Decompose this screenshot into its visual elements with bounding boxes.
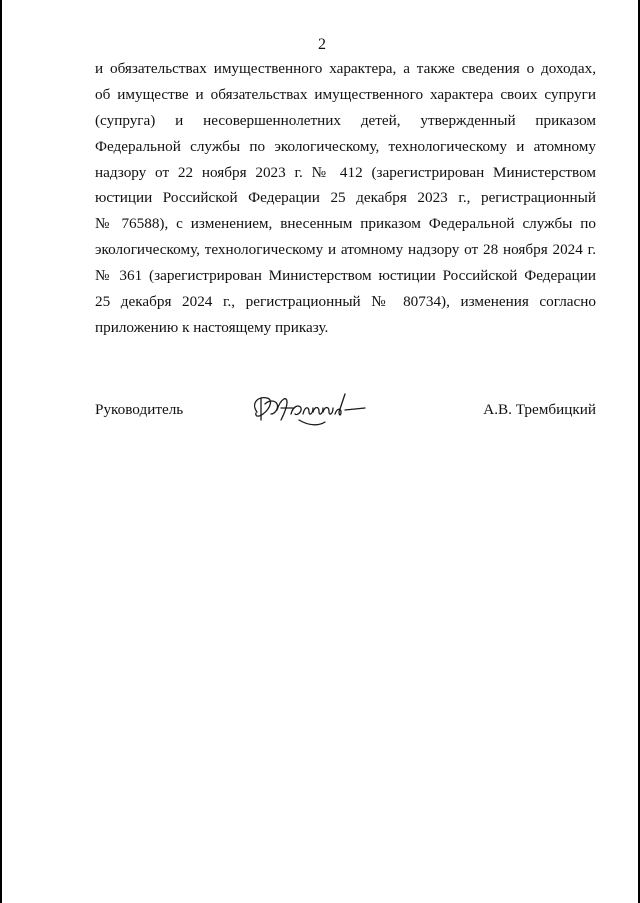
page-number: 2 bbox=[318, 36, 326, 53]
text-line: приложению к настоящему приказу. bbox=[95, 318, 329, 336]
text-line: об имуществе и обязательствах имущественного характера своих супруги bbox=[95, 85, 596, 103]
signer-name: А.В. Трембицкий bbox=[483, 401, 596, 418]
text-line: экологическому, технологическому и атомному надзору от 28 ноября 2024 г. bbox=[95, 241, 596, 259]
text-line: 25 декабря 2024 г., регистрационный № 80734), изменения согласно bbox=[95, 293, 596, 311]
signer-title: Руководитель bbox=[95, 401, 184, 418]
text-line: (супруга) и несовершеннолетних детей, утвержденный приказом bbox=[95, 111, 596, 129]
text-line: № 76588), с изменением, внесенным приказом Федеральной службы по bbox=[95, 215, 596, 233]
text-line: Федеральной службы по экологическому, технологическому и атомному bbox=[95, 137, 596, 155]
handwritten-signature bbox=[247, 390, 367, 432]
text-line: надзору от 22 ноября 2023 г. № 412 (зарегистрирован Министерством bbox=[95, 163, 596, 181]
body-paragraph bbox=[95, 56, 596, 341]
text-line: № 361 (зарегистрирован Министерством юстиции Российской Федерации bbox=[95, 267, 596, 285]
text-line: юстиции Российской Федерации 25 декабря 2023 г., регистрационный bbox=[95, 189, 596, 207]
signature-block bbox=[95, 396, 596, 436]
text-line: и обязательствах имущественного характера, а также сведения о доходах, bbox=[95, 60, 596, 77]
